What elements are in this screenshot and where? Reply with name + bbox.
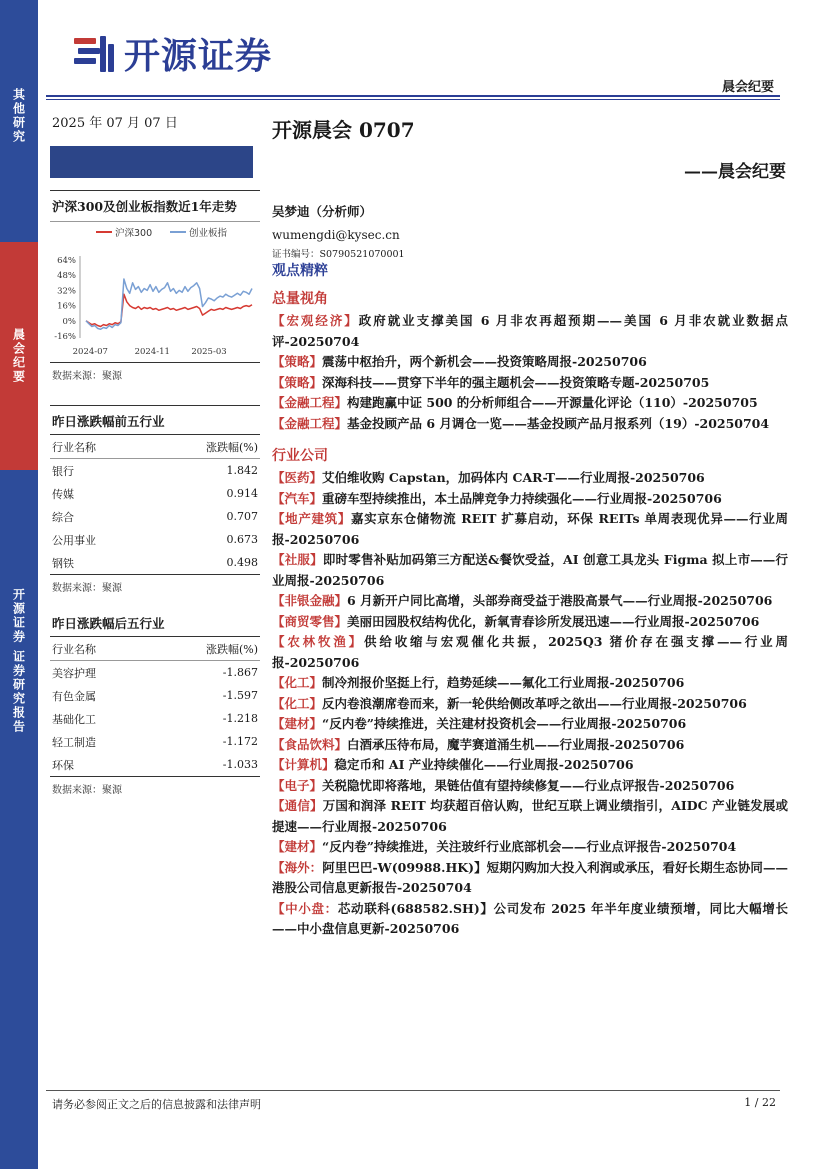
item-tag: 【电子】 — [272, 777, 323, 793]
top5-table — [50, 435, 260, 575]
x-tick-label: 2024-07 — [72, 347, 108, 357]
macro-heading: 总量视角 — [272, 291, 328, 307]
list-item[interactable] — [272, 468, 788, 489]
legend-label: 沪深300 — [115, 228, 153, 239]
y-tick-label: 16% — [57, 301, 76, 312]
top5-source: 数据来源：聚源 — [52, 583, 122, 594]
item-tag: 【医药】 — [272, 470, 323, 485]
index-trend-chart — [50, 222, 260, 362]
item-text: 深海科技——贯穿下半年的强主题机会——投资策略专题-20250705 — [322, 374, 710, 390]
col-industry: 行业名称 — [50, 435, 147, 459]
item-tag: 【食品饮料】 — [272, 736, 348, 752]
list-item[interactable] — [272, 550, 788, 591]
item-tag: 【化工】 — [272, 695, 323, 711]
industry-list — [272, 468, 788, 940]
item-text: 制冷剂报价坚挺上行，趋势延续——氟化工行业周报-20250706 — [322, 675, 685, 690]
legend-label: 创业板指 — [189, 228, 228, 239]
list-item[interactable] — [272, 311, 788, 352]
list-item[interactable] — [272, 714, 788, 735]
item-tag: 【金融工程】 — [272, 395, 348, 410]
decorative-banner — [50, 146, 253, 178]
bottom5-panel — [50, 608, 260, 796]
list-item[interactable] — [272, 393, 788, 414]
logo-text: 开源证券 — [124, 36, 273, 77]
item-text: 关税隐忧即将落地，果链估值有望持续修复——行业点评报告-20250706 — [322, 777, 735, 793]
item-tag: 【建材】 — [272, 839, 323, 854]
y-tick-label: -16% — [54, 332, 76, 342]
top5-title: 昨日涨跌幅前五行业 — [52, 414, 165, 429]
item-text: 白酒承压待布局，魔芋赛道涌生机——行业周报-20250706 — [347, 736, 685, 752]
item-text: 即时零售补贴加码第三方配送&餐饮受益，AI 创意工具龙头 Figma 拟上市——行业周报-20250706 — [272, 552, 788, 588]
list-item[interactable] — [272, 489, 788, 510]
item-tag: 【化工】 — [272, 675, 323, 690]
table-row: 基础化工 -1.218 — [52, 712, 258, 726]
table-row: 传媒 0.914 — [52, 487, 258, 501]
chart-source: 数据来源：聚源 — [52, 371, 122, 382]
table-row: 美容护理 -1.867 — [52, 666, 258, 680]
list-item[interactable] — [272, 755, 788, 776]
x-tick-label: 2025-03 — [191, 347, 227, 357]
table-row: 有色金属 -1.597 — [52, 689, 258, 703]
item-text: 芯动联科(688582.SH)】公司发布 2025 年半年度业绩预增，同比大幅增长——中小盘信息更新-20250706 — [272, 900, 788, 936]
list-item[interactable] — [272, 591, 788, 612]
table-row: 公用事业 0.673 — [52, 533, 258, 547]
bottom5-source: 数据来源：聚源 — [52, 785, 122, 796]
x-tick-label: 2024-11 — [134, 347, 170, 357]
company-logo — [72, 28, 272, 79]
analyst-info — [272, 202, 405, 260]
header-report-type: 晨会纪要 — [721, 80, 774, 95]
item-tag: 【海外： — [272, 859, 323, 875]
chart-title: 沪深300及创业板指数近1年走势 — [52, 199, 237, 214]
top5-panel — [50, 405, 260, 594]
list-item[interactable] — [272, 694, 788, 715]
list-item[interactable] — [272, 837, 788, 858]
item-tag: 【金融工程】 — [272, 415, 348, 431]
list-item[interactable] — [272, 352, 788, 373]
table-row: 环保 -1.033 — [50, 753, 260, 777]
logo-mark-icon — [72, 34, 116, 74]
page-subtitle: ——晨会纪要 — [684, 162, 786, 182]
section-heading: 观点精粹 — [272, 263, 328, 279]
list-item[interactable] — [272, 673, 788, 694]
col-change: 涨跌幅(%) — [147, 435, 260, 459]
item-text: 基金投顾产品 6 月调仓一览——基金投顾产品月报系列（19）-20250704 — [347, 415, 770, 431]
main-content — [272, 260, 788, 940]
footer-disclaimer: 请务必参阅正文之后的信息披露和法律声明 — [52, 1098, 261, 1111]
item-tag: 【非银金融】 — [272, 593, 348, 608]
table-row: 银行 1.842 — [52, 464, 258, 478]
list-item[interactable] — [272, 373, 788, 394]
list-item[interactable] — [272, 612, 788, 633]
item-tag: 【农林牧渔】 — [272, 634, 365, 649]
list-item[interactable] — [272, 858, 788, 899]
macro-list — [272, 311, 788, 434]
table-header-row — [50, 637, 260, 661]
table-header-row — [50, 435, 260, 459]
item-text: “反内卷”持续推进，关注建材投资机会——行业周报-20250706 — [322, 716, 687, 731]
y-tick-label: 64% — [57, 256, 76, 266]
industry-heading: 行业公司 — [272, 448, 328, 464]
item-text: 艾伯维收购 Capstan，加码体内 CAR-T——行业周报-20250706 — [322, 470, 705, 485]
series-line-0 — [86, 294, 252, 326]
item-text: 震荡中枢抬升，两个新机会——投资策略周报-20250706 — [322, 354, 647, 369]
table-row: 钢铁 0.498 — [50, 551, 260, 575]
y-tick-label: 0% — [62, 316, 76, 327]
list-item[interactable] — [272, 509, 788, 550]
item-tag: 【中小盘： — [272, 900, 338, 916]
item-tag: 【策略】 — [272, 374, 323, 390]
item-text: 供给收缩与宏观催化共振，2025Q3 猪价存在强支撑——行业周报-20250706 — [272, 634, 788, 670]
item-text: “反内卷”持续推进，关注玻纤行业底部机会——行业点评报告-20250704 — [322, 839, 737, 854]
page-number: 1 / 22 — [744, 1096, 776, 1109]
table-row: 轻工制造 -1.172 — [52, 735, 258, 749]
item-text: 美丽田园股权结构优化，新氧青春诊所发展迅速——行业周报-20250706 — [347, 613, 760, 629]
item-text: 阿里巴巴-W(09988.HK)】短期闪购加大投入利润或承压，看好长期生态协同——港股公司信息更新报告-20250704 — [272, 859, 788, 895]
col-change: 涨跌幅(%) — [147, 637, 260, 661]
bottom5-table — [50, 637, 260, 777]
item-tag: 【宏观经济】 — [272, 313, 359, 328]
report-date: 2025 年 07 月 07 日 — [52, 116, 178, 131]
bottom5-title: 昨日涨跌幅后五行业 — [52, 616, 165, 631]
item-text: 稳定币和 AI 产业持续催化——行业周报-20250706 — [334, 757, 634, 772]
header-divider — [46, 95, 780, 97]
series-line-1 — [86, 279, 252, 329]
item-text: 6 月新开户同比高增，头部券商受益于港股高景气——行业周报-20250706 — [347, 593, 773, 608]
item-tag: 【通信】 — [272, 798, 323, 813]
side-tab-other-research: 其他研究 — [0, 0, 38, 242]
list-item[interactable] — [272, 796, 788, 837]
side-tab-morning-notes: 晨会纪要 — [0, 242, 38, 470]
footer-divider — [46, 1090, 780, 1091]
item-tag: 【建材】 — [272, 716, 323, 731]
analyst-email[interactable]: wumengdi@kysec.cn — [272, 228, 400, 242]
item-tag: 【商贸零售】 — [272, 613, 348, 629]
item-text: 嘉实京东仓储物流 REIT 扩募启动，环保 REITs 单周表现优异——行业周报-20250706 — [272, 511, 788, 547]
analyst-cert: 证书编号：S0790521070001 — [272, 249, 405, 260]
item-text: 重磅车型持续推出，本土品牌竞争力持续强化——行业周报-20250706 — [322, 490, 722, 506]
page-title: 开源晨会 0707 — [272, 118, 415, 142]
analyst-name: 吴梦迪（分析师） — [272, 204, 373, 219]
item-tag: 【策略】 — [272, 354, 323, 369]
item-text: 反内卷浪潮席卷而来，新一轮供给侧改革呼之欲出——行业周报-20250706 — [322, 695, 747, 711]
list-item[interactable] — [272, 414, 788, 435]
item-text: 构建跑赢中证 500 的分析师组合——开源量化评论（110）-20250705 — [347, 395, 758, 410]
list-item[interactable] — [272, 776, 788, 797]
item-tag: 【汽车】 — [272, 490, 323, 506]
item-text: 万国和润泽 REIT 均获超百倍认购，世纪互联上调业绩指引，AIDC 产业链发展或提速——行业周报-20250706 — [272, 798, 788, 834]
table-row: 综合 0.707 — [52, 510, 258, 524]
y-tick-label: 32% — [57, 286, 76, 297]
item-text: 政府就业支撑美国 6 月非农再超预期——美国 6 月非农就业数据点评-20250704 — [272, 313, 788, 349]
col-industry: 行业名称 — [50, 637, 147, 661]
header-divider-thin — [46, 99, 780, 100]
list-item[interactable] — [272, 899, 788, 940]
y-tick-label: 48% — [57, 271, 76, 282]
item-tag: 【地产建筑】 — [272, 511, 351, 526]
chart-panel — [50, 190, 260, 382]
side-tab-broker-report: 开源证券 证券研究报告 — [0, 470, 38, 1169]
item-tag: 【计算机】 — [272, 757, 335, 772]
list-item[interactable] — [272, 735, 788, 756]
item-tag: 【社服】 — [272, 552, 323, 567]
list-item[interactable] — [272, 632, 788, 673]
